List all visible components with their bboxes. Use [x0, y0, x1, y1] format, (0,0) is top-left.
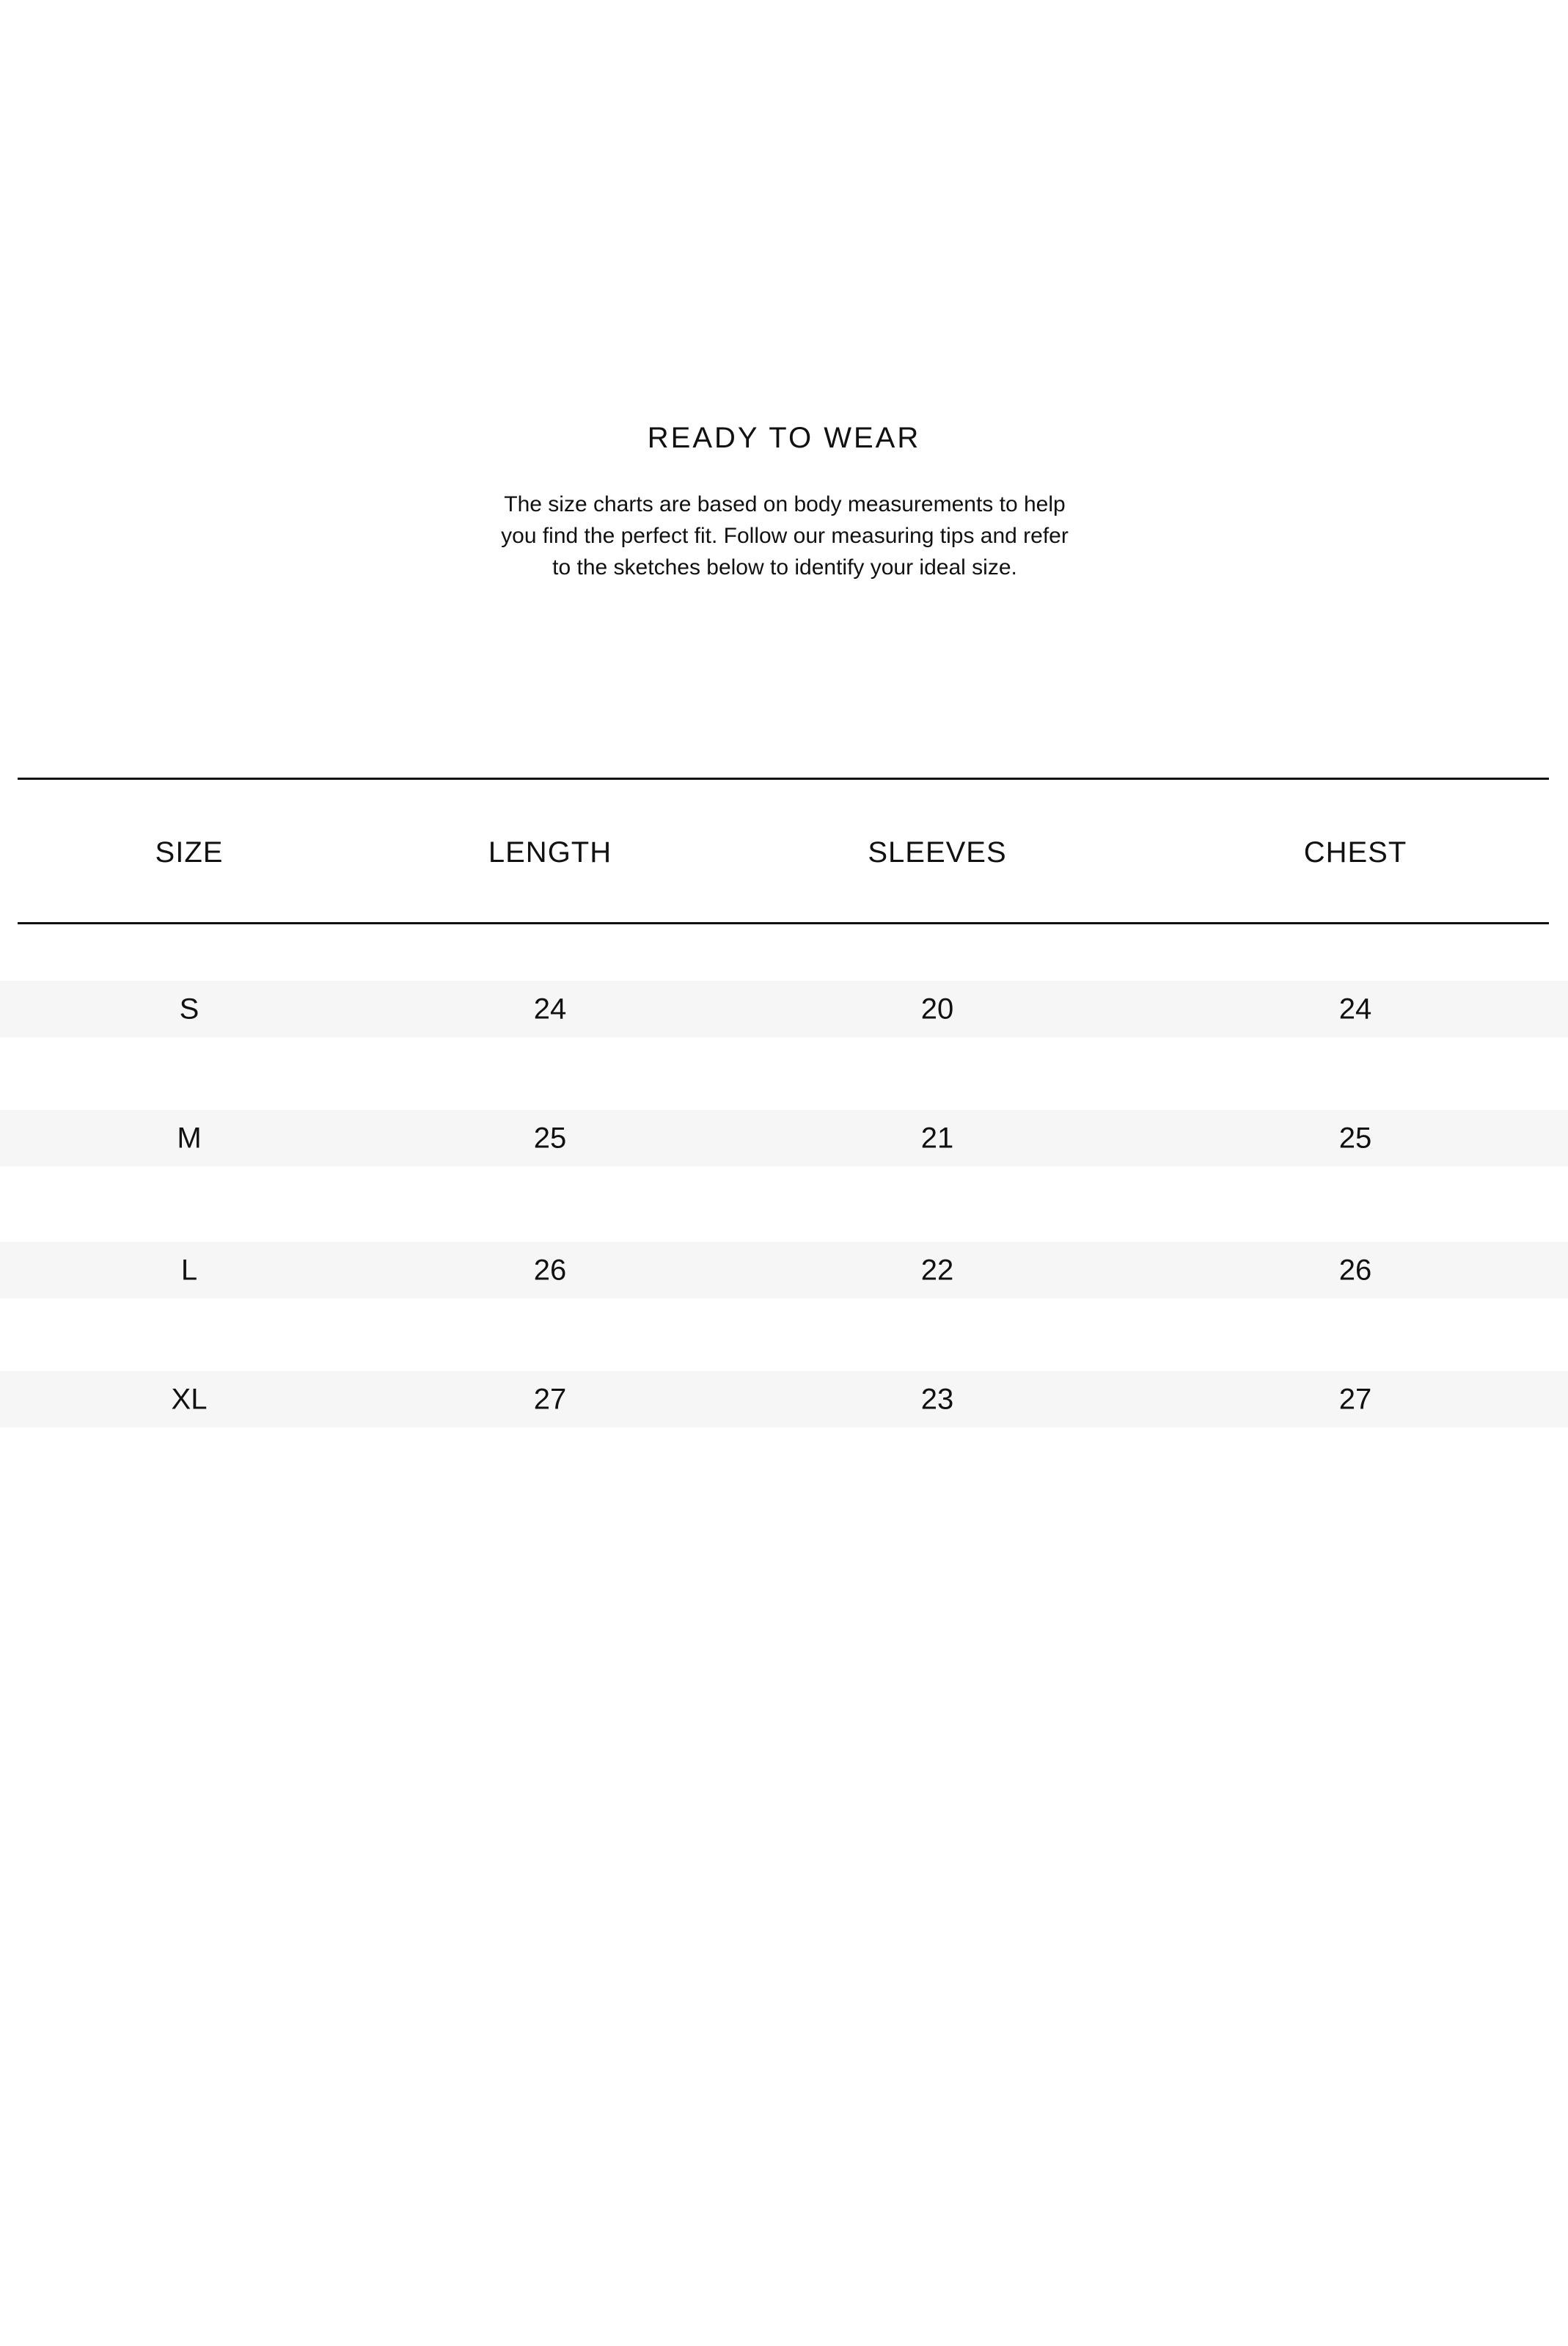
table-row — [0, 1371, 1568, 1428]
cell-length: 27 — [533, 1383, 567, 1415]
intro-line: The size charts are based on body measurements to help — [504, 492, 1066, 516]
page-title: READY TO WEAR — [647, 422, 921, 454]
cell-sleeves: 20 — [920, 993, 954, 1025]
table-top-divider — [18, 778, 1549, 780]
header-chest: CHEST — [1303, 836, 1407, 869]
intro-line: you find the perfect fit. Follow our measuring tips and refer — [501, 524, 1069, 548]
cell-length: 24 — [533, 993, 567, 1025]
table-header-divider — [18, 922, 1549, 924]
intro-line: to the sketches below to identify your ideal size. — [552, 555, 1017, 580]
cell-sleeves: 22 — [920, 1254, 954, 1286]
cell-chest: 27 — [1338, 1383, 1372, 1415]
cell-sleeves: 23 — [920, 1383, 954, 1415]
cell-length: 26 — [533, 1254, 567, 1286]
cell-size: S — [179, 993, 199, 1025]
cell-chest: 25 — [1338, 1122, 1372, 1154]
cell-chest: 24 — [1338, 993, 1372, 1025]
size-chart-intro — [484, 489, 1085, 583]
header-size: SIZE — [155, 836, 224, 869]
table-row — [0, 1242, 1568, 1298]
cell-size: L — [180, 1254, 198, 1286]
cell-length: 25 — [533, 1122, 567, 1154]
cell-sleeves: 21 — [920, 1122, 954, 1154]
cell-size: XL — [171, 1383, 208, 1415]
header-sleeves: SLEEVES — [868, 836, 1007, 869]
table-row — [0, 981, 1568, 1037]
cell-size: M — [177, 1122, 202, 1154]
table-row — [0, 1110, 1568, 1166]
header-length: LENGTH — [488, 836, 612, 869]
cell-chest: 26 — [1338, 1254, 1372, 1286]
